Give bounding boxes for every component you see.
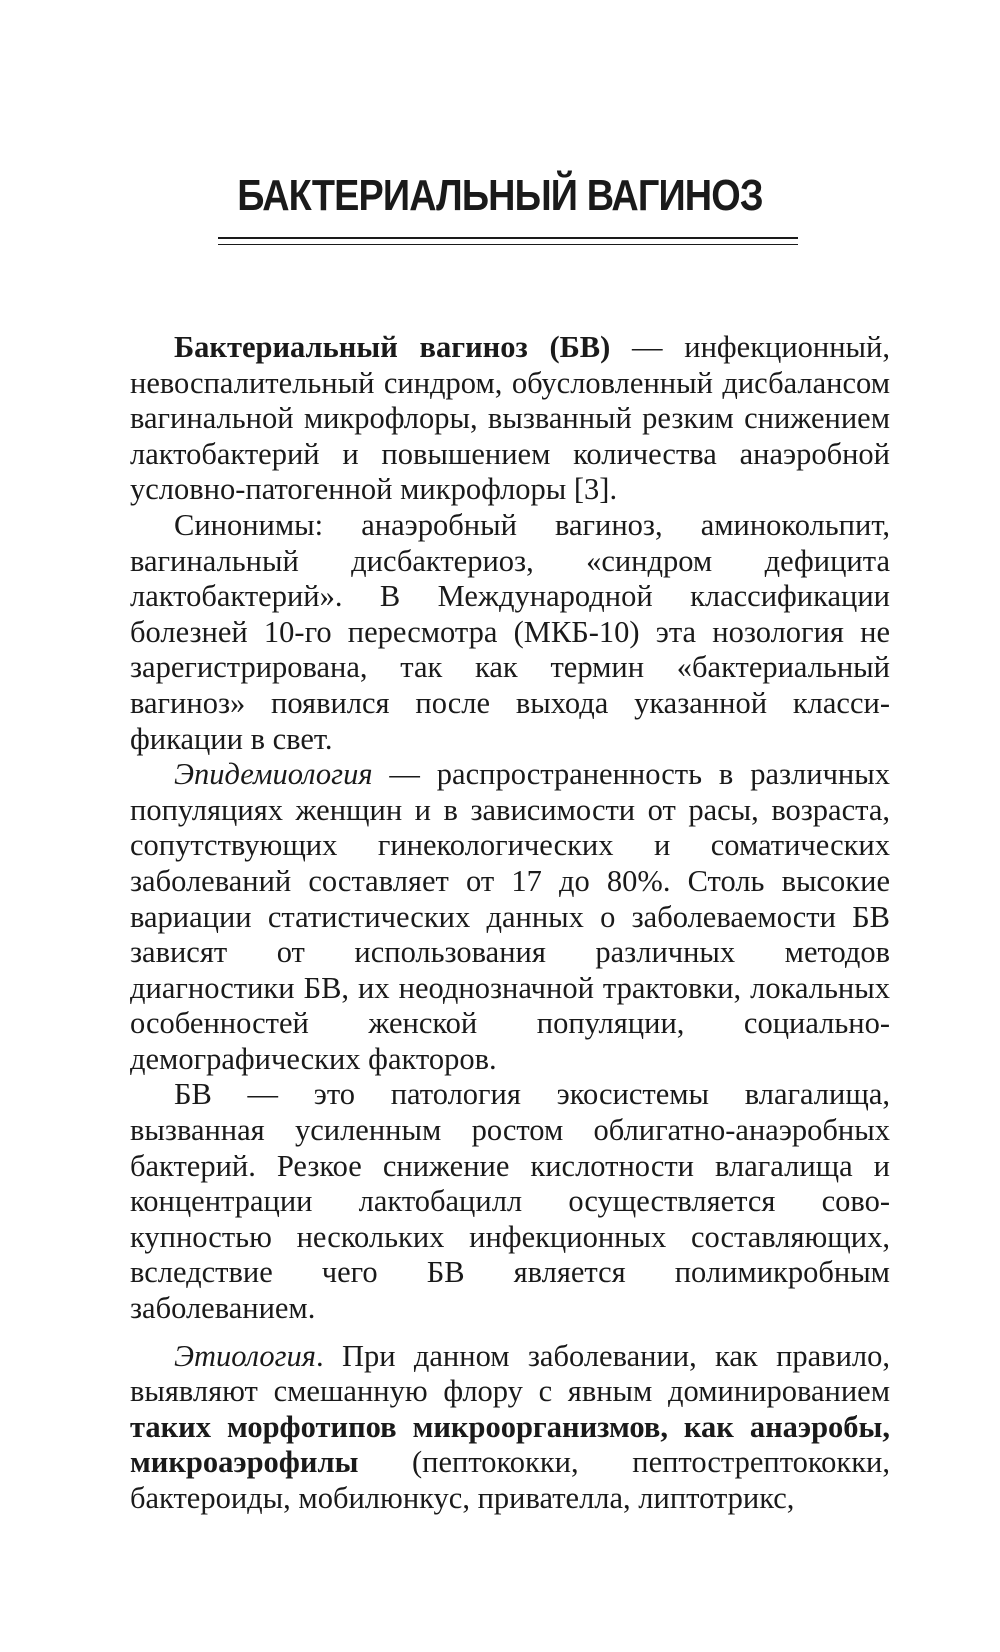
title-underline [218, 237, 798, 239]
page-title: БАКТЕРИАЛЬНЫЙ ВАГИНОЗ [237, 171, 763, 220]
paragraph-synonyms [130, 508, 890, 757]
paragraph-etiology [130, 1339, 890, 1517]
title-underline-thin [218, 244, 798, 245]
body-text [130, 330, 890, 1517]
paragraph-text: . При данном заболевании, как правило, выявляют смешанную флору с явным доминированием [130, 1338, 890, 1409]
term-italic: Эпидемиология [174, 757, 373, 792]
paragraph-definition [130, 330, 890, 508]
paragraph-text: — инфекционный, невоспалительный синдром, обусловленный дисбалансом вагинальной микрофлоры, вызванный резким снижением лактобактерий и повышением количества анаэробной условно-патогенной микрофлоры [3]. [130, 330, 890, 507]
paragraph-text: Синонимы: анаэробный вагиноз, аминокольпит, вагинальный дисбактериоз, «синдром дефицита лактобактерий». В Международной классификации болезней 10-го пересмотра (МКБ-10) эта нозология не зарегистрирована, так как термин «бактериальный вагиноз» появился после выхода указанной классификации в свет. [130, 507, 890, 756]
paragraph-epidemiology [130, 757, 890, 1077]
paragraph-text: (пептококки, пептострептококки, бактероиды, мобилюнкус, привателла, липтотрикс, [130, 1445, 890, 1515]
paragraph-ecosystem [130, 1077, 890, 1326]
term-bold: Бактериальный вагиноз (БВ) [174, 330, 611, 364]
paragraph-text: — распространенность в различных популяциях женщин и в зависимости от расы, возраста, сопутствующих гинекологических и соматических заболеваний составляет от 17 до 80%. Столь высокие вариации статистических данных о заболеваемости БВ зависят от использования различных методов диагностики БВ, их неоднозначной трактовки, локальных особенностей женской популяции, социально-демографических факторов. [130, 757, 890, 1076]
bold-phrase: таких морфотипов микроорганизмов, как анаэробы, микроаэрофилы [130, 1409, 890, 1480]
paragraph-text: БВ — это патология экосистемы влагалища, вызванная усиленным ростом облигатно-анаэробных бактерий. Резкое снижение кислотности влагалища и концентрации лактобацилл осуществляется совокупностью нескольких инфекционных составляющих, вследствие чего БВ является полимикробным заболеванием. [130, 1077, 890, 1326]
term-italic: Этиология [174, 1338, 316, 1373]
